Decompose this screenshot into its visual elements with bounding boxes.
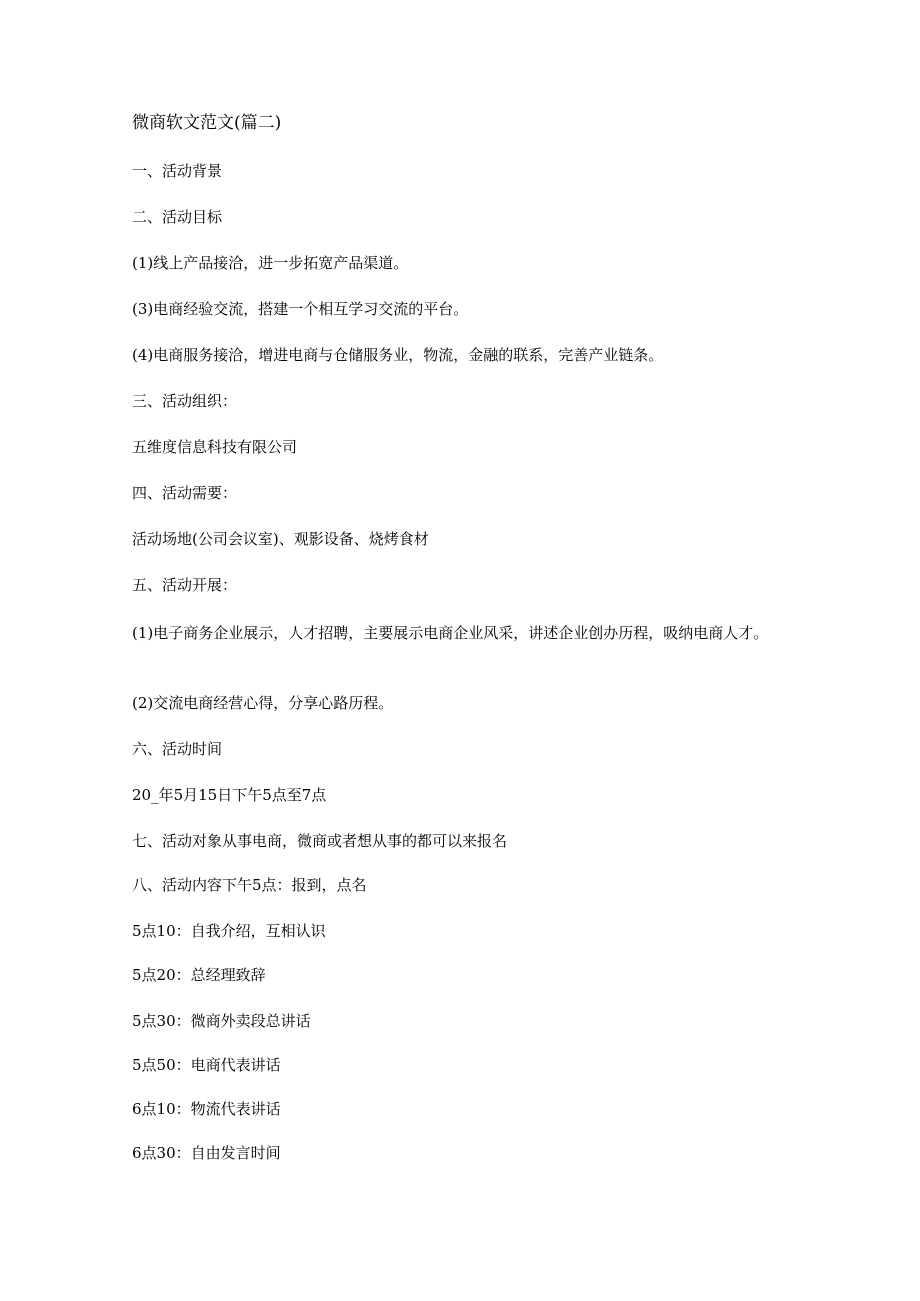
- goal-item-3: (3)电商经验交流，搭建一个相互学习交流的平台。: [132, 300, 469, 318]
- section-heading-activities: 五、活动开展：: [132, 576, 238, 594]
- event-time: 20_年5月15日下午5点至7点: [132, 786, 327, 804]
- agenda-item: 6点30：自由发言时间: [132, 1144, 281, 1162]
- activity-item-1: (1)电子商务企业展示，人才招聘，主要展示电商企业风采，讲述企业创办历程，吸纳电商人才。: [132, 624, 769, 642]
- goal-item-4: (4)电商服务接洽，增进电商与仓储服务业，物流，金融的联系，完善产业链条。: [132, 346, 664, 364]
- agenda-item: 5点20：总经理致辞: [132, 966, 266, 984]
- section-heading-agenda: 八、活动内容下午5点：报到，点名: [132, 876, 367, 894]
- section-heading-time: 六、活动时间: [132, 740, 223, 758]
- section-heading-background: 一、活动背景: [132, 162, 223, 180]
- document-title: 微商软文范文(篇二): [132, 113, 282, 133]
- section-heading-needs: 四、活动需要：: [132, 484, 238, 502]
- activity-item-2: (2)交流电商经营心得，分享心路历程。: [132, 694, 394, 712]
- agenda-item: 5点10：自我介绍，互相认识: [132, 922, 326, 940]
- agenda-item: 5点50：电商代表讲话: [132, 1056, 281, 1074]
- section-heading-audience: 七、活动对象从事电商，微商或者想从事的都可以来报名: [132, 832, 508, 850]
- agenda-item: 5点30：微商外卖段总讲话: [132, 1012, 311, 1030]
- section-heading-organizer: 三、活动组织：: [132, 392, 238, 410]
- needs-list: 活动场地(公司会议室)、观影设备、烧烤食材: [132, 530, 429, 548]
- organizer-name: 五维度信息科技有限公司: [132, 438, 298, 456]
- section-heading-goals: 二、活动目标: [132, 208, 223, 226]
- goal-item-1: (1)线上产品接洽，进一步拓宽产品渠道。: [132, 254, 409, 272]
- agenda-item: 6点10：物流代表讲话: [132, 1100, 281, 1118]
